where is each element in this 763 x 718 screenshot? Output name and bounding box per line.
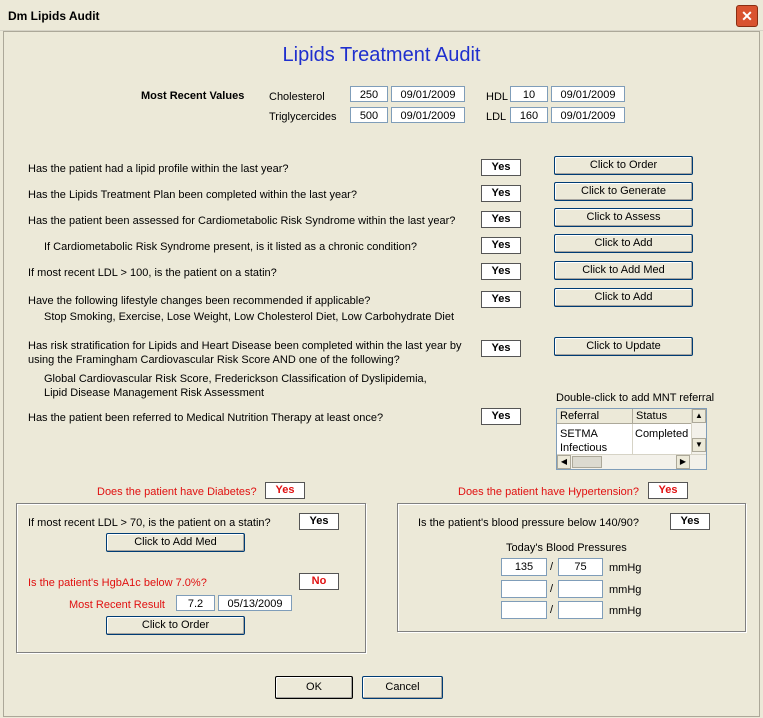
bp-diastolic-3[interactable] [558, 601, 603, 619]
q3-assess-button[interactable]: Click to Assess [554, 208, 693, 227]
bp-separator: / [550, 583, 554, 595]
q8-text: Has the patient been referred to Medical Nutrition Therapy at least once? [28, 412, 384, 424]
ldl-date[interactable]: 09/01/2009 [551, 107, 625, 123]
ok-button[interactable]: OK [275, 676, 353, 699]
scroll-down-icon[interactable]: ▼ [692, 438, 706, 452]
vertical-scrollbar[interactable] [691, 409, 706, 454]
bp-diastolic-2[interactable] [558, 580, 603, 598]
scroll-right-icon[interactable]: ▶ [676, 455, 690, 469]
q5-text: If most recent LDL > 100, is the patient on a statin? [28, 267, 277, 279]
bp-question: Is the patient's blood pressure below 140/90? [418, 517, 640, 529]
q2-answer[interactable]: Yes [481, 185, 521, 202]
triglycerides-date[interactable]: 09/01/2009 [391, 107, 465, 123]
bp-unit: mmHg [609, 605, 642, 617]
diabetes-question: Does the patient have Diabetes? [97, 486, 257, 498]
ldl-label: LDL [486, 111, 507, 123]
scroll-left-icon[interactable]: ◀ [557, 455, 571, 469]
bp-unit: mmHg [609, 584, 642, 596]
mnt-caption: Double-click to add MNT referral [556, 392, 715, 404]
bp-systolic-3[interactable] [501, 601, 547, 619]
q7-text-line1: Has risk stratification for Lipids and Heart Disease been completed within the last year by [28, 340, 462, 352]
bp-separator: / [550, 561, 554, 573]
q4-answer[interactable]: Yes [481, 237, 521, 254]
ldl-value[interactable]: 160 [510, 107, 548, 123]
page-title: Lipids Treatment Audit [282, 44, 481, 66]
dm-statin-answer[interactable]: Yes [299, 513, 339, 530]
q7-subtext-line2: Lipid Disease Management Risk Assessment [44, 387, 265, 399]
q7-text-line2: using the Framingham Cardiovascular Risk Score AND one of the following? [28, 354, 400, 366]
close-button[interactable]: ✕ [736, 5, 758, 27]
q2-generate-button[interactable]: Click to Generate [554, 182, 693, 201]
column-header-status[interactable]: Status [633, 409, 692, 424]
q6-text: Have the following lifestyle changes been recommended if applicable? [28, 295, 371, 307]
triglycerides-value[interactable]: 500 [350, 107, 388, 123]
q5-add-med-button[interactable]: Click to Add Med [554, 261, 693, 280]
column-header-referral[interactable]: Referral [557, 409, 633, 424]
todays-bp-label: Today's Blood Pressures [506, 542, 627, 554]
cholesterol-label: Cholesterol [269, 91, 325, 103]
bp-systolic-1[interactable]: 135 [501, 558, 547, 576]
bp-diastolic-1[interactable]: 75 [558, 558, 603, 576]
cholesterol-date[interactable]: 09/01/2009 [391, 86, 465, 102]
scroll-up-icon[interactable]: ▲ [692, 409, 706, 423]
bp-answer[interactable]: Yes [670, 513, 710, 530]
hdl-value[interactable]: 10 [510, 86, 548, 102]
q3-answer[interactable]: Yes [481, 211, 521, 228]
a1c-question: Is the patient's HgbA1c below 7.0%? [28, 577, 207, 589]
list-item-status: Completed [635, 428, 689, 440]
a1c-answer[interactable]: No [299, 573, 339, 590]
horizontal-scrollbar[interactable] [557, 454, 706, 469]
q5-answer[interactable]: Yes [481, 263, 521, 280]
cancel-button[interactable]: Cancel [362, 676, 443, 699]
q4-add-button[interactable]: Click to Add [554, 234, 693, 253]
hdl-date[interactable]: 09/01/2009 [551, 86, 625, 102]
bp-separator: / [550, 604, 554, 616]
q8-answer[interactable]: Yes [481, 408, 521, 425]
q2-text: Has the Lipids Treatment Plan been completed within the last year? [28, 189, 357, 201]
dm-add-med-button[interactable]: Click to Add Med [106, 533, 245, 552]
triglycerides-label: Triglycercides [269, 111, 337, 123]
q1-answer[interactable]: Yes [481, 159, 521, 176]
title-bar [0, 0, 763, 31]
q6-answer[interactable]: Yes [481, 291, 521, 308]
list-item[interactable]: Infectious [560, 442, 608, 454]
bp-unit: mmHg [609, 562, 642, 574]
a1c-recent-value[interactable]: 7.2 [176, 595, 215, 611]
hypertension-answer[interactable]: Yes [648, 482, 688, 499]
diabetes-answer[interactable]: Yes [265, 482, 305, 499]
column-divider [632, 424, 633, 454]
window-title: Dm Lipids Audit [8, 9, 100, 23]
q1-text: Has the patient had a lipid profile within the last year? [28, 163, 289, 175]
cholesterol-value[interactable]: 250 [350, 86, 388, 102]
q7-update-button[interactable]: Click to Update [554, 337, 693, 356]
q3-text: Has the patient been assessed for Cardiometabolic Risk Syndrome within the last year? [28, 215, 456, 227]
most-recent-values-label: Most Recent Values [141, 90, 245, 102]
q7-answer[interactable]: Yes [481, 340, 521, 357]
a1c-order-button[interactable]: Click to Order [106, 616, 245, 635]
q6-add-button[interactable]: Click to Add [554, 288, 693, 307]
q4-text: If Cardiometabolic Risk Syndrome present, is it listed as a chronic condition? [44, 241, 417, 253]
q6-subtext: Stop Smoking, Exercise, Lose Weight, Low Cholesterol Diet, Low Carbohydrate Diet [44, 311, 455, 323]
list-item[interactable]: SETMA [560, 428, 598, 440]
q1-order-button[interactable]: Click to Order [554, 156, 693, 175]
hdl-label: HDL [486, 91, 509, 103]
bp-systolic-2[interactable] [501, 580, 547, 598]
mnt-referral-list[interactable] [556, 408, 707, 470]
dm-statin-question: If most recent LDL > 70, is the patient on a statin? [28, 517, 271, 529]
a1c-recent-label: Most Recent Result [69, 599, 165, 611]
q7-subtext-line1: Global Cardiovascular Risk Score, Frederickson Classification of Dyslipidemia, [44, 373, 427, 385]
scroll-thumb[interactable] [572, 456, 602, 468]
hypertension-question: Does the patient have Hypertension? [458, 486, 640, 498]
a1c-recent-date[interactable]: 05/13/2009 [218, 595, 292, 611]
